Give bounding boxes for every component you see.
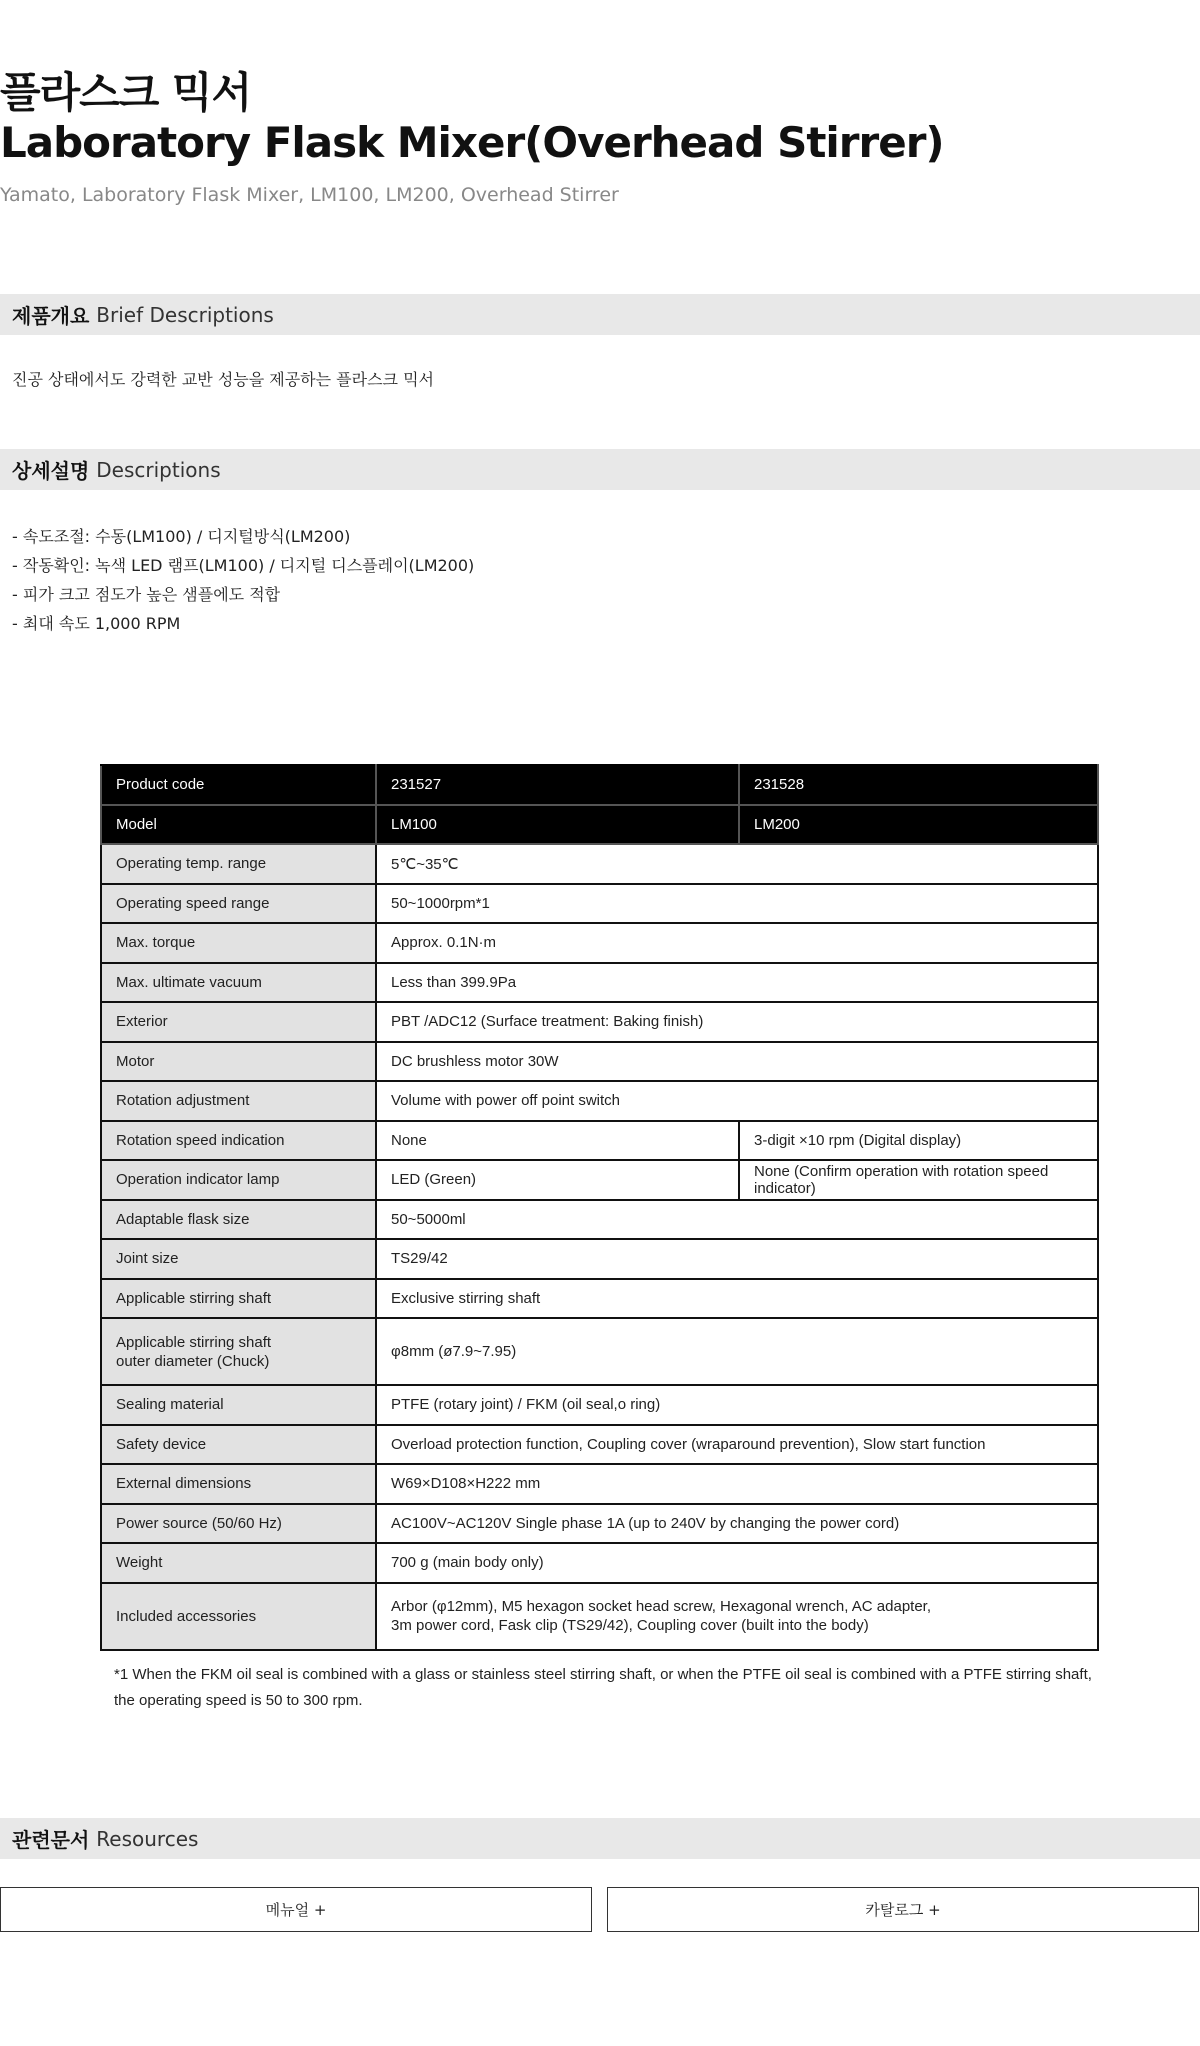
spec-value-cell: Arbor (φ12mm), M5 hexagon socket head screw, Hexagonal wrench, AC adapter, 3m power cord, Fask clip (TS29/42), Coupling cover (built into the body) <box>376 1583 1098 1650</box>
spec-value-cell: 5℃~35℃ <box>376 844 1098 884</box>
spec-value-cell: Less than 399.9Pa <box>376 963 1098 1003</box>
spec-label-cell: Max. torque <box>101 923 376 963</box>
resources-heading-english: Resources <box>96 1826 199 1851</box>
spec-label-cell: Included accessories <box>101 1583 376 1650</box>
spec-value-cell: 50~5000ml <box>376 1200 1098 1240</box>
spec-row <box>101 1081 1098 1121</box>
spec-row <box>101 963 1098 1003</box>
descriptions-heading-korean: 상세설명 <box>12 459 90 483</box>
catalog-button[interactable]: 카탈로그 + <box>607 1887 1199 1932</box>
spec-value-cell: Volume with power off point switch <box>376 1081 1098 1121</box>
spec-value-cell: φ8mm (ø7.9~7.95) <box>376 1318 1098 1385</box>
spec-label-cell: Rotation adjustment <box>101 1081 376 1121</box>
page-title-english: Laboratory Flask Mixer(Overhead Stirrer) <box>0 118 944 167</box>
spec-row <box>101 1200 1098 1240</box>
page-header <box>0 68 1200 208</box>
spec-value-cell: W69×D108×H222 mm <box>376 1464 1098 1504</box>
spec-row <box>101 1121 1098 1161</box>
spec-label-cell: Operating temp. range <box>101 844 376 884</box>
spec-value-cell: 50~1000rpm*1 <box>376 884 1098 924</box>
spec-value-cell: LM100 <box>376 805 739 845</box>
spec-value-cell: PBT /ADC12 (Surface treatment: Baking finish) <box>376 1002 1098 1042</box>
spec-value-cell: 231527 <box>376 765 739 805</box>
spec-value-cell: None <box>376 1121 739 1161</box>
spec-row <box>101 1464 1098 1504</box>
spec-label-cell: Applicable stirring shaft outer diameter (Chuck) <box>101 1318 376 1385</box>
spec-value-cell: TS29/42 <box>376 1239 1098 1279</box>
spec-row <box>101 1239 1098 1279</box>
spec-row <box>101 844 1098 884</box>
spec-label-cell: Model <box>101 805 376 845</box>
spec-row <box>101 1279 1098 1319</box>
description-item: - 최대 속도 1,000 RPM <box>12 614 181 633</box>
page-subtitle: Yamato, Laboratory Flask Mixer, LM100, LM200, Overhead Stirrer <box>0 184 619 206</box>
spec-value-cell: AC100V~AC120V Single phase 1A (up to 240V by changing the power cord) <box>376 1504 1098 1544</box>
spec-row <box>101 1543 1098 1583</box>
spec-row <box>101 1160 1098 1200</box>
spec-label-cell: Power source (50/60 Hz) <box>101 1504 376 1544</box>
spec-label-cell: Joint size <box>101 1239 376 1279</box>
spec-value-cell: 3-digit ×10 rpm (Digital display) <box>739 1121 1098 1161</box>
spec-label-cell: Rotation speed indication <box>101 1121 376 1161</box>
descriptions-heading-english: Descriptions <box>96 457 221 482</box>
spec-row <box>101 884 1098 924</box>
spec-label-cell: Weight <box>101 1543 376 1583</box>
spec-label-cell: Motor <box>101 1042 376 1082</box>
spec-row <box>101 1042 1098 1082</box>
spec-row <box>101 1385 1098 1425</box>
brief-section-heading <box>0 294 1200 335</box>
spec-header-row <box>101 805 1098 845</box>
spec-row <box>101 1318 1098 1385</box>
spec-label-cell: Max. ultimate vacuum <box>101 963 376 1003</box>
spec-value-cell: LED (Green) <box>376 1160 739 1200</box>
spec-header-row <box>101 765 1098 805</box>
spec-value-cell: Exclusive stirring shaft <box>376 1279 1098 1319</box>
spec-label-cell: External dimensions <box>101 1464 376 1504</box>
spec-row <box>101 1504 1098 1544</box>
brief-heading-korean: 제품개요 <box>12 304 90 328</box>
brief-text: 진공 상태에서도 강력한 교반 성능을 제공하는 플라스크 믹서 <box>12 370 435 389</box>
spec-label-cell: Operation indicator lamp <box>101 1160 376 1200</box>
description-item: - 속도조절: 수동(LM100) / 디지털방식(LM200) <box>12 527 351 546</box>
manual-button[interactable]: 메뉴얼 + <box>0 1887 592 1932</box>
spec-label-cell: Applicable stirring shaft <box>101 1279 376 1319</box>
description-item: - 작동확인: 녹색 LED 램프(LM100) / 디지털 디스플레이(LM200) <box>12 556 475 575</box>
spec-label-cell: Safety device <box>101 1425 376 1465</box>
resources-section-heading <box>0 1818 1200 1859</box>
spec-value-cell: Overload protection function, Coupling cover (wraparound prevention), Slow start function <box>376 1425 1098 1465</box>
spec-value-cell: Approx. 0.1N·m <box>376 923 1098 963</box>
spec-label-cell: Operating speed range <box>101 884 376 924</box>
spec-label-cell: Sealing material <box>101 1385 376 1425</box>
description-item: - 피가 크고 점도가 높은 샘플에도 적합 <box>12 585 281 604</box>
resources-heading-korean: 관련문서 <box>12 1828 90 1852</box>
spec-value-cell: LM200 <box>739 805 1098 845</box>
page-title-korean: 플라스크 믹서 <box>0 68 252 117</box>
spec-value-cell: None (Confirm operation with rotation speed indicator) <box>739 1160 1098 1200</box>
footnote-line: the operating speed is 50 to 300 rpm. <box>114 1692 363 1709</box>
footnote-line: *1 When the FKM oil seal is combined with a glass or stainless steel stirring shaft, or when the PTFE oil seal is combined with a PTFE stirring shaft, <box>114 1666 1092 1683</box>
spec-value-cell: PTFE (rotary joint) / FKM (oil seal,o ring) <box>376 1385 1098 1425</box>
spec-row <box>101 1002 1098 1042</box>
spec-label-cell: Adaptable flask size <box>101 1200 376 1240</box>
brief-heading-english: Brief Descriptions <box>96 302 274 327</box>
spec-row <box>101 923 1098 963</box>
spec-value-cell: 231528 <box>739 765 1098 805</box>
spec-row <box>101 1425 1098 1465</box>
spec-label-cell: Exterior <box>101 1002 376 1042</box>
spec-label-cell: Product code <box>101 765 376 805</box>
spec-value-cell: DC brushless motor 30W <box>376 1042 1098 1082</box>
spec-footnote <box>114 1662 1114 1714</box>
descriptions-list <box>12 522 474 638</box>
descriptions-section-heading <box>0 449 1200 490</box>
spec-table <box>100 764 1099 1651</box>
spec-value-cell: 700 g (main body only) <box>376 1543 1098 1583</box>
spec-row <box>101 1583 1098 1650</box>
